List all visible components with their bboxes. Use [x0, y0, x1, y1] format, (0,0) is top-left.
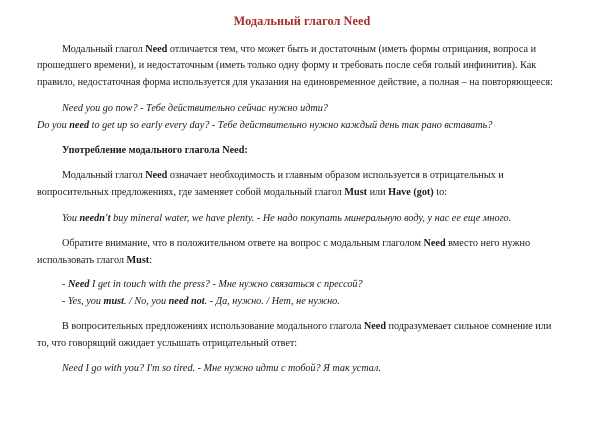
example-neednt-buy: You needn't buy mineral water, we have plenty. - Не надо покупать минеральную воду, у нас ее еще много.: [62, 213, 512, 224]
usage-line-2: вопросительных предложениях, где заменяет собой модальный глагол Must или Have (got) to:: [37, 187, 448, 198]
intro-line-2: прошедшего времени), и недостаточным (иметь только одну форму и требовать после себя голый инфинитив). Как: [37, 60, 537, 71]
usage-line-1: Модальный глагол Need означает необходимость и главным образом используется в отрицательных и: [62, 170, 504, 181]
example-do-you-need: Do you need to get up so early every day? - Тебе действительно нужно каждый день так рано вставать?: [37, 120, 493, 131]
intro-line-3: правило, недостаточная форма используется для указания на единовременное действие, а полная – на повторяющееся:: [37, 77, 553, 88]
note-line-1: Обратите внимание, что в положительном ответе на вопрос с модальным глаголом Need вместо него нужно: [62, 238, 531, 249]
example-yes-you-must: - Yes, you must. / No, you need not. - Да, нужно. / Нет, не нужно.: [62, 296, 340, 307]
question-line-1: В вопросительных предложениях использование модального глагола Need подразумевает сильное сомнение или: [62, 321, 552, 332]
usage-heading: Употребление модального глагола Need:: [62, 145, 248, 156]
note-line-2: использовать глагол Must:: [37, 255, 153, 266]
question-line-2: то, что говорящий ожидает услышать отрицательный ответ:: [37, 338, 298, 349]
example-need-you-go: Need you go now? - Тебе действительно сейчас нужно идти?: [62, 103, 328, 114]
example-need-i-go: Need I go with you? I'm so tired. - Мне нужно идти с тобой? Я так устал.: [62, 363, 381, 374]
intro-line-1: Модальный глагол Need отличается тем, что может быть и достаточным (иметь формы отрицания, вопроса и: [62, 44, 537, 55]
page-title: Модальный глагол Need: [233, 14, 371, 28]
example-need-i-get: - Need I get in touch with the press? - Мне нужно связаться с прессой?: [62, 279, 363, 290]
